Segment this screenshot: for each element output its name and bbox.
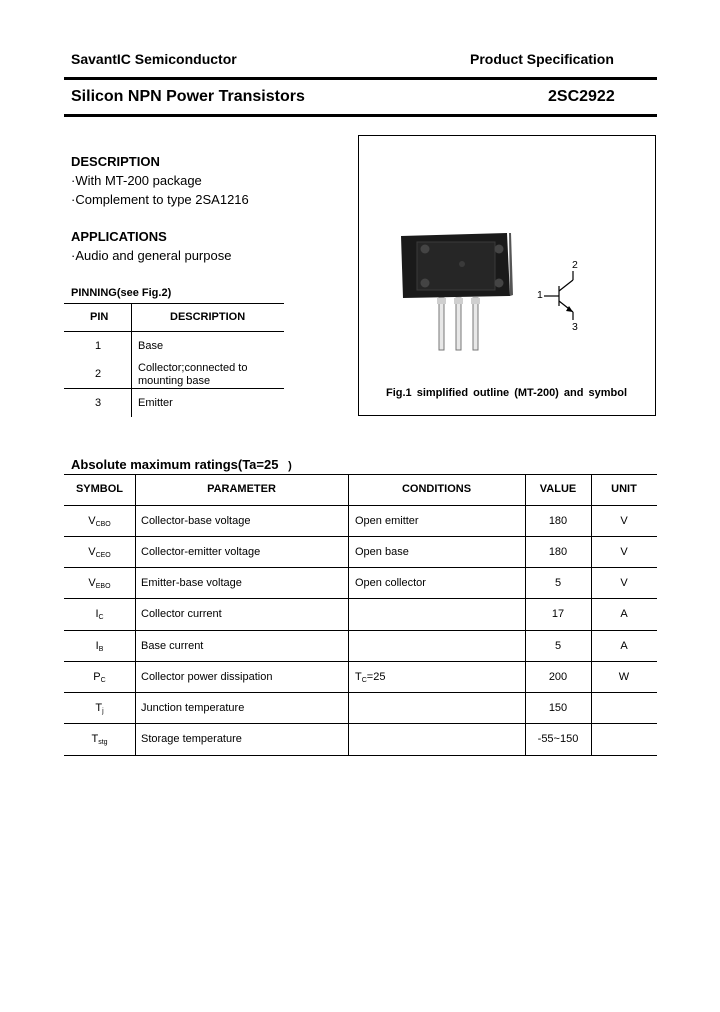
lead-shoulder <box>437 298 446 304</box>
pinning-col-description: DESCRIPTION <box>170 311 246 323</box>
figure-caption: Fig.1 simplified outline (MT-200) and symbol <box>386 387 628 399</box>
symbol-pin-label: 3 <box>572 321 578 333</box>
lead-1 <box>439 298 444 350</box>
rating-symbol: $V_{CEO}$ <box>88 546 111 559</box>
ratings-divider <box>135 474 136 755</box>
rating-condition: Open base <box>355 546 409 558</box>
ratings-rule <box>64 536 657 537</box>
description-heading: DESCRIPTION <box>71 154 160 169</box>
pinning-pin: 2 <box>95 368 102 380</box>
ratings-rule <box>64 661 657 662</box>
ratings-rule <box>64 755 657 756</box>
transistor-outline-image <box>359 136 655 415</box>
rating-symbol: $T_{stg}$ <box>91 733 108 746</box>
lead-shoulder <box>454 298 463 304</box>
product-line: Silicon NPN Power Transistors <box>71 88 305 105</box>
rating-value: 5 <box>554 640 562 652</box>
rating-symbol: $I_B$ <box>95 640 104 653</box>
pinning-rule <box>64 388 284 389</box>
ratings-rule <box>64 723 657 724</box>
rating-value: 180 <box>548 546 568 558</box>
rating-parameter: Collector-base voltage <box>141 515 251 527</box>
pinning-pin: 3 <box>95 397 102 409</box>
mounting-hole-icon <box>495 245 504 254</box>
applications-heading: APPLICATIONS <box>71 229 167 244</box>
rating-parameter: Collector power dissipation <box>141 671 273 683</box>
ratings-heading-tail: ) <box>288 460 292 472</box>
description-item: ·With MT-200 package <box>71 173 202 188</box>
rating-parameter: Emitter-base voltage <box>141 577 242 589</box>
ratings-col-conditions: CONDITIONS <box>401 483 472 495</box>
rating-parameter: Collector current <box>141 608 222 620</box>
rating-symbol: $T_j$ <box>95 702 104 715</box>
mounting-hole-icon <box>421 245 430 254</box>
header-rule-bottom <box>64 114 657 117</box>
header-rule-top <box>64 77 657 80</box>
symbol-pin-label: 2 <box>572 259 578 271</box>
lead-2 <box>456 298 461 350</box>
mounting-hole-icon <box>495 279 504 288</box>
ratings-rule <box>64 598 657 599</box>
rating-value: 200 <box>548 671 568 683</box>
rating-value: 150 <box>548 702 568 714</box>
package-edge <box>509 233 513 296</box>
pinning-divider <box>131 303 132 417</box>
lead-shoulder <box>471 298 480 304</box>
rating-symbol: $I_C$ <box>95 608 104 621</box>
ratings-col-value: VALUE <box>539 483 577 495</box>
rating-condition: Open collector <box>355 577 426 589</box>
ratings-heading <box>71 457 292 472</box>
rating-value: 180 <box>548 515 568 527</box>
lead-3 <box>473 298 478 350</box>
pinning-col-pin: PIN <box>90 311 109 323</box>
rating-parameter: Storage temperature <box>141 733 242 745</box>
rating-parameter: Junction temperature <box>141 702 245 714</box>
ratings-rule <box>64 505 657 506</box>
rating-parameter: Base current <box>141 640 204 652</box>
ratings-col-parameter: PARAMETER <box>207 483 276 495</box>
rating-unit: W <box>618 671 630 683</box>
mounting-hole-icon <box>459 261 465 267</box>
doc-type: Product Specification <box>470 51 614 67</box>
pinning-pin: 1 <box>95 340 102 352</box>
figure-box <box>358 135 656 416</box>
rating-symbol: $P_C$ <box>93 671 106 684</box>
company-name: SavantIC Semiconductor <box>71 51 237 67</box>
rating-value: 5 <box>554 577 562 589</box>
rating-unit: V <box>620 546 628 558</box>
ratings-divider <box>348 474 349 755</box>
rating-symbol: $V_{EBO}$ <box>88 577 111 590</box>
rating-value: -55~150 <box>537 733 579 745</box>
rating-unit: A <box>620 608 628 620</box>
ratings-heading-text: Absolute maximum ratings(Ta=25 <box>71 457 279 472</box>
rating-symbol: $V_{CBO}$ <box>88 515 111 528</box>
pinning-desc: mounting base <box>138 375 211 387</box>
pinning-desc: Emitter <box>138 397 173 409</box>
npn-symbol-icon <box>544 271 573 320</box>
pinning-desc: Collector;connected to <box>138 362 248 374</box>
ratings-rule <box>64 567 657 568</box>
pinning-desc: Base <box>138 340 164 352</box>
rating-parameter: Collector-emitter voltage <box>141 546 261 558</box>
pinning-heading: PINNING(see Fig.2) <box>71 287 172 299</box>
ratings-col-symbol: SYMBOL <box>75 483 124 495</box>
ratings-rule <box>64 474 657 475</box>
pinning-rule <box>64 303 284 304</box>
pinning-rule <box>64 331 284 332</box>
ratings-col-unit: UNIT <box>611 483 637 495</box>
applications-item: ·Audio and general purpose <box>71 248 232 263</box>
part-number: 2SC2922 <box>548 88 615 105</box>
description-item: ·Complement to type 2SA1216 <box>71 192 249 207</box>
ratings-rule <box>64 630 657 631</box>
mounting-hole-icon <box>421 279 430 288</box>
rating-value: 17 <box>551 608 565 620</box>
rating-unit: V <box>620 515 628 527</box>
symbol-pin-label: 1 <box>537 289 543 301</box>
ratings-rule <box>64 692 657 693</box>
rating-condition: Open emitter <box>355 515 419 527</box>
rating-unit: V <box>620 577 628 589</box>
rating-condition: $T_C=25$ <box>355 671 386 684</box>
rating-unit: A <box>620 640 628 652</box>
